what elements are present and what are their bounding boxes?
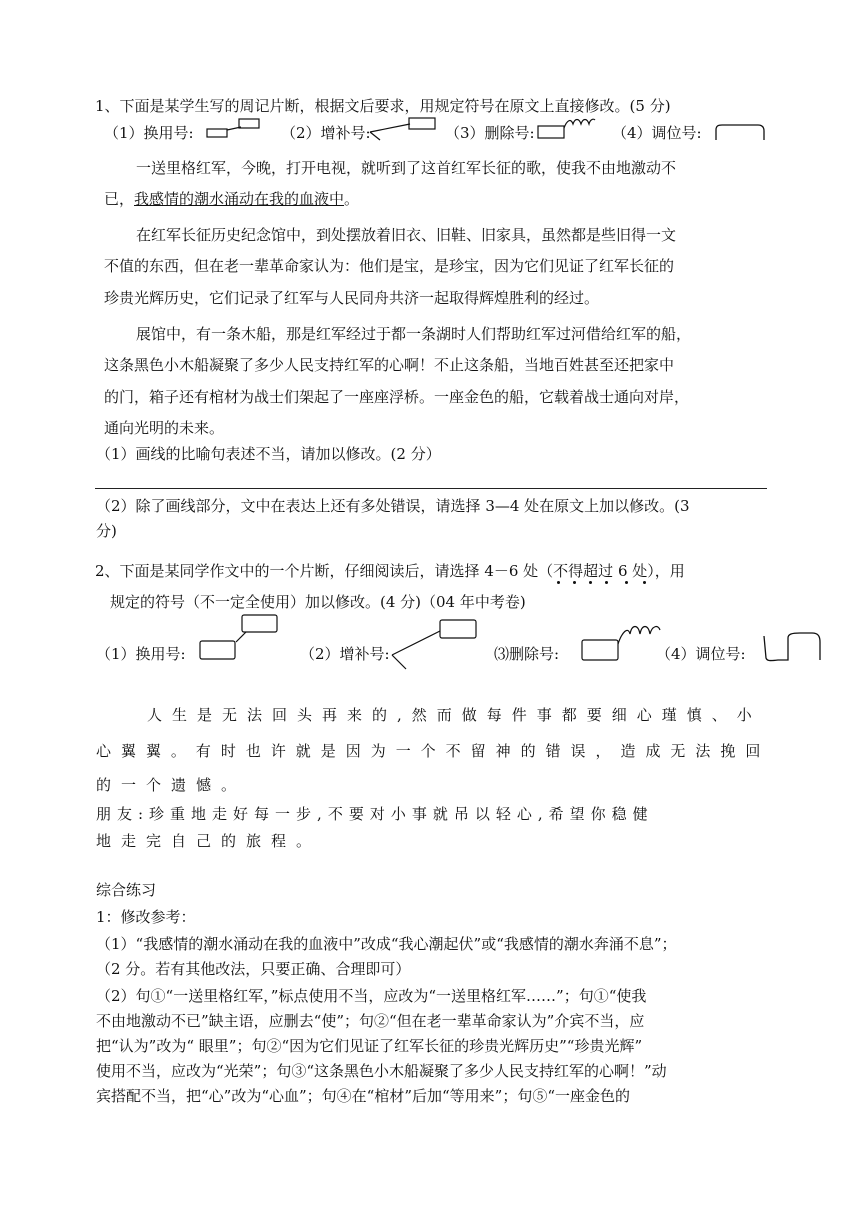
delete-symbol-icon bbox=[578, 620, 664, 668]
q2-symbol-delete-label: ⑶删除号: bbox=[494, 645, 560, 663]
answer-line-7: 宾搭配不当，把“心”改为“心血”；句④在“棺材”后加“等用来”；句⑤“一座金色的 bbox=[96, 1087, 631, 1105]
q1-paragraph-3-line-1: 展馆中，有一条木船，那是红军经过于都一条湖时人们帮助红军过河借给红军的船， bbox=[136, 325, 692, 343]
q1-paragraph-2-line-3: 珍贵光辉历史，它们记录了红军与人民同舟共济一起取得辉煌胜利的经过。 bbox=[104, 289, 600, 307]
q1-paragraph-3-line-2: 这条黑色小木船凝聚了多少人民支持红军的心啊！不止这条船，当地百姓甚至还把家中 bbox=[104, 356, 675, 374]
question-2-intro-line-2: 规定的符号（不一定全使用）加以修改。(4 分)（04 年中考卷) bbox=[110, 593, 526, 611]
answer-line-3: （2）句①“一送里格红军，”标点使用不当，应改为“一送里格红军……”；句①“使我 bbox=[96, 987, 647, 1005]
q1-paragraph-1-line-2 bbox=[104, 189, 359, 209]
emphasis-dot bbox=[605, 581, 608, 584]
insert-symbol-icon bbox=[388, 615, 482, 671]
text-span: 。 bbox=[344, 190, 360, 208]
q1-symbol-transpose-label: （4）调位号: bbox=[612, 124, 702, 142]
question-1-intro: 1、下面是某学生写的周记片断，根据文后要求，用规定符号在原文上直接修改。(5 分) bbox=[95, 97, 671, 115]
q1-symbol-insert-label: （2）增补号: bbox=[281, 124, 371, 142]
text-span: 不得超过 6 处 bbox=[553, 562, 648, 580]
q1-paragraph-3-line-4: 通向光明的未来。 bbox=[104, 419, 225, 437]
q2-text-line-4: 朋友:珍重地走好每一步,不要对小事就吊以轻心,希望你稳健 bbox=[96, 805, 654, 823]
q1-sub-question-2-line-2: 分) bbox=[96, 522, 117, 540]
replace-symbol-icon bbox=[205, 117, 261, 139]
insert-symbol-icon bbox=[368, 116, 440, 142]
answer-line-2: （2 分。若有其他改法，只要正确、合理即可） bbox=[96, 960, 411, 978]
emphasis-dot bbox=[573, 581, 576, 584]
answer-line-6: 使用不当，应改为“光荣”；句③“这条黑色小木船凝聚了多少人民支持红军的心啊！”动 bbox=[96, 1062, 667, 1080]
text-span: ），用 bbox=[647, 562, 685, 580]
emphasis-dot bbox=[557, 581, 560, 584]
emphasis-dot bbox=[589, 581, 592, 584]
q1-symbol-replace-label: （1）换用号: bbox=[104, 124, 194, 142]
q1-symbol-delete-label: （3）删除号: bbox=[445, 124, 535, 142]
replace-symbol-icon bbox=[196, 612, 282, 662]
answers-heading: 综合练习 bbox=[96, 881, 157, 899]
answer-line-4: 不由地激动不已”缺主语，应删去“使”；句②“但在老一辈革命家认为”介宾不当，应 bbox=[96, 1012, 645, 1030]
question-2-intro-line-1 bbox=[95, 561, 685, 581]
answer-line-1: （1）“我感情的潮水涌动在我的血液中”改成“我心潮起伏”或“我感情的潮水奔涌不息”； bbox=[96, 935, 677, 953]
q1-paragraph-1-line-1: 一送里格红军，今晚，打开电视，就听到了这首红军长征的歌，使我不由地激动不 bbox=[136, 159, 677, 177]
emphasis-dot bbox=[625, 581, 628, 584]
q2-text-line-1: 人生是无法回头再来的,然而做每件事都要细心瑾慎、小 bbox=[147, 706, 762, 724]
q1-paragraph-3-line-3: 的门，箱子还有棺材为战士们架起了一座座浮桥。一座金色的船，它载着战士通向对岸， bbox=[104, 388, 690, 406]
q2-text-line-3: 的一个遗憾。 bbox=[96, 776, 247, 794]
q1-paragraph-2-line-2: 不值的东西，但在老一辈革命家认为：他们是宝，是珍宝，因为它们见证了红军长征的 bbox=[104, 257, 675, 275]
q2-text-line-5: 地走完自己的旅程。 bbox=[96, 832, 322, 850]
q2-symbol-transpose-label: （4）调位号: bbox=[656, 645, 746, 663]
emphasis-dot bbox=[643, 581, 646, 584]
emphasis-dotted-text bbox=[553, 562, 647, 580]
q2-text-line-2: 心翼翼。有时也许就是因为一个不留神的错误，造成无法挽回 bbox=[96, 742, 771, 760]
q1-paragraph-2-line-1: 在红军长征历史纪念馆中，到处摆放着旧衣、旧鞋、旧家具，虽然都是些旧得一文 bbox=[136, 226, 677, 244]
q2-symbol-insert-label: （2）增补号: bbox=[300, 645, 390, 663]
transpose-symbol-icon bbox=[712, 120, 768, 144]
answers-item-1: 1：修改参考： bbox=[96, 908, 196, 926]
underlined-metaphor: 我感情的潮水涌动在我的血液中 bbox=[134, 190, 345, 208]
transpose-symbol-icon bbox=[760, 628, 824, 664]
answer-line bbox=[95, 488, 767, 489]
answer-line-5: 把“认为”改为“ 眼里”；句②“因为它们见证了红军长征的珍贵光辉历史”“珍贵光辉” bbox=[96, 1037, 643, 1055]
q2-symbol-replace-label: （1）换用号: bbox=[96, 645, 186, 663]
q1-sub-question-1: （1）画线的比喻句表述不当，请加以修改。(2 分） bbox=[96, 445, 441, 463]
text-span: 已， bbox=[104, 190, 135, 208]
text-span: 2、下面是某同学作文中的一个片断，仔细阅读后，请选择 4－6 处（ bbox=[95, 562, 554, 580]
q1-sub-question-2-line-1: （2）除了画线部分，文中在表达上还有多处错误，请选择 3—4 处在原文上加以修改。(3 bbox=[96, 497, 690, 515]
delete-symbol-icon bbox=[535, 116, 599, 142]
